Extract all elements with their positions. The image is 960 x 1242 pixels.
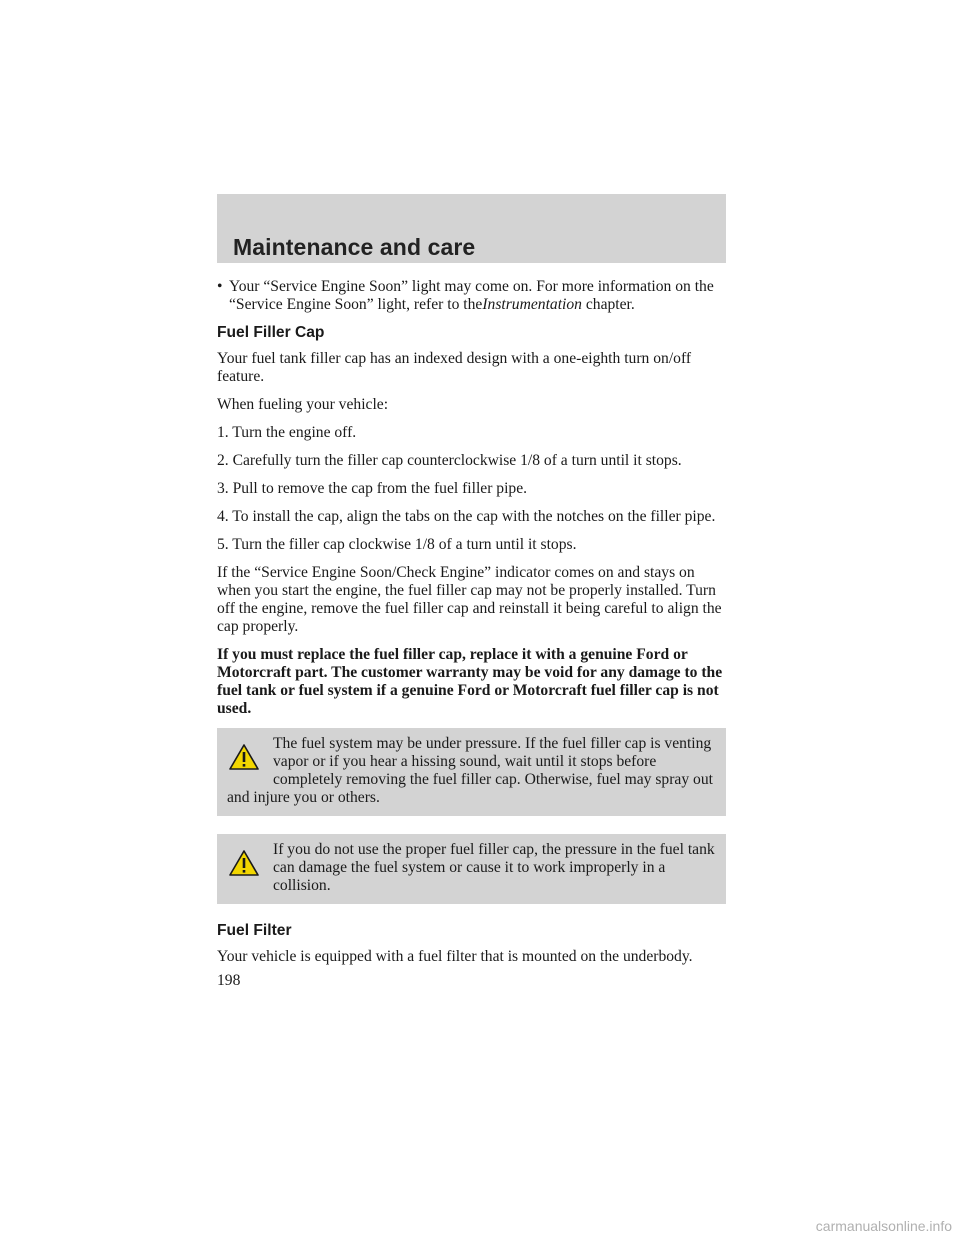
warning-box-pressure [217,728,726,816]
fuel-filter-heading: Fuel Filter [217,922,292,939]
bullet-text-before: Your “Service Engine Soon” light may come on. For more information on the “Service Engine Soon” light, refer to the [229,278,714,313]
chapter-reference: Instrumentation [482,296,582,313]
step-3: 3. Pull to remove the cap from the fuel filler pipe. [217,480,528,497]
indicator-paragraph: If the “Service Engine Soon/Check Engine” indicator comes on and stays on when you start the engine, the fuel filler cap may not be properly installed. Turn off the engine, remove the fuel filler cap and reinstall it being careful to align the cap properly. [217,564,722,635]
step-2: 2. Carefully turn the filler cap counterclockwise 1/8 of a turn until it stops. [217,452,682,469]
step-4: 4. To install the cap, align the tabs on the cap with the notches on the filler pipe. [217,508,716,525]
fuel-filler-cap-heading: Fuel Filler Cap [217,324,325,341]
filler-cap-intro: Your fuel tank filler cap has an indexed design with a one-eighth turn on/off feature. [217,350,692,385]
step-1: 1. Turn the engine off. [217,424,357,441]
page-number: 198 [217,972,241,989]
bullet-text-after: chapter. [585,296,635,313]
bullet-symbol: • [217,278,223,295]
warning-text-pressure: The fuel system may be under pressure. If the fuel filler cap is venting vapor or if you hear a hissing sound, wait until it stops before completely removing the fuel filler cap. Otherwise, fuel may spray out and injure you or others. [227,735,713,806]
warning-triangle-icon [229,743,259,773]
site-watermark: carmanualsonline.info [815,1218,952,1234]
warning-box-proper-cap [217,834,726,904]
replace-cap-notice: If you must replace the fuel filler cap, replace it with a genuine Ford or Motorcraft part. The customer warranty may be void for any damage to the fuel tank or fuel system if a genuine Ford or Motorcraft fuel filler cap is not used. [217,646,723,717]
fuel-filter-text: Your vehicle is equipped with a fuel filter that is mounted on the underbody. [217,948,693,965]
list-item [217,278,726,314]
fueling-intro: When fueling your vehicle: [217,396,389,413]
page-content [217,278,726,976]
warning-text-proper-cap: If you do not use the proper fuel filler cap, the pressure in the fuel tank can damage the fuel system or cause it to work improperly in a collision. [273,841,715,894]
warning-triangle-icon [229,849,259,879]
section-title: Maintenance and care [233,234,476,260]
step-5: 5. Turn the filler cap clockwise 1/8 of a turn until it stops. [217,536,577,553]
bullet-text [229,278,726,314]
section-header-band [217,194,726,263]
